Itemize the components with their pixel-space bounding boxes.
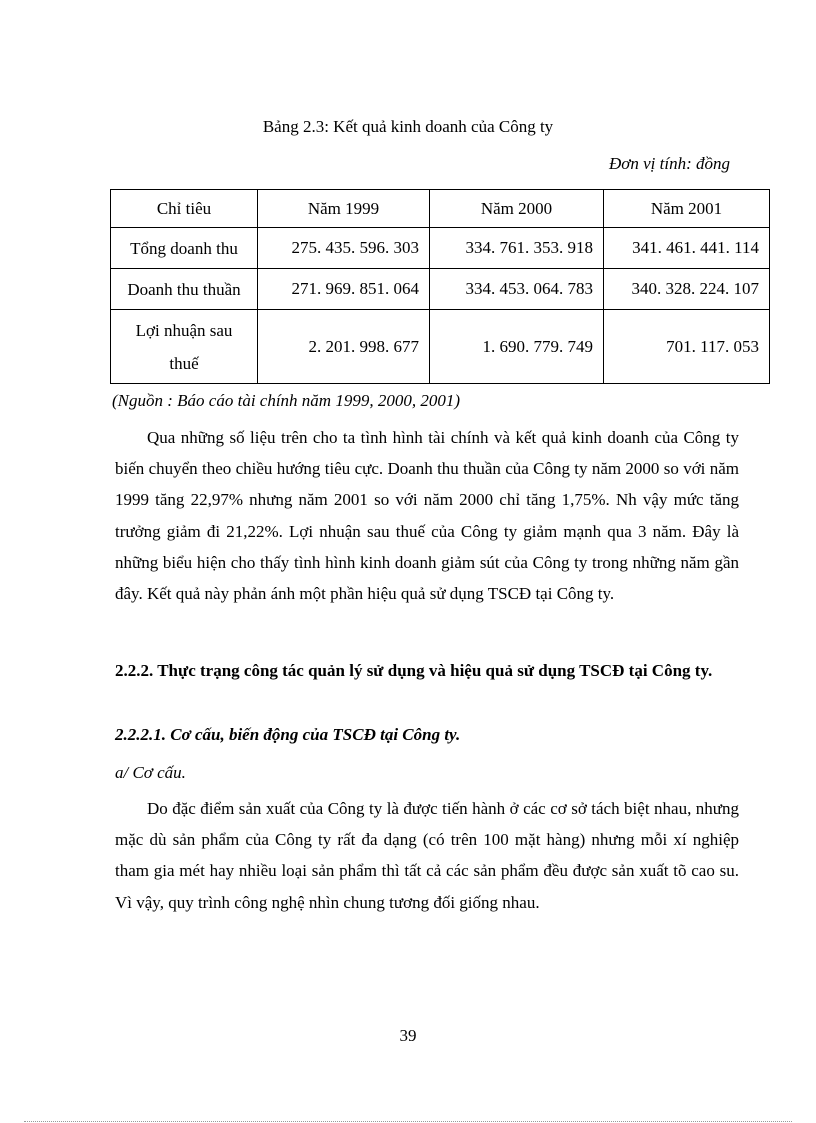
structure-paragraph: Do đặc điểm sản xuất của Công ty là được tiến hành ở các cơ sở tách biệt nhau, nhưng mặc dù sản phẩm của Công ty rất đa dạng (có trên 100 mặt hàng) nhưng mỗi xí nghiệp tham gia mét hay nhiều loại sản phẩm thì tất cả các sản phẩm đều được sản xuất tõ cao su. Vì vậy, quy trình công nghệ nhìn chung tương đối giống nhau.	[115, 799, 739, 912]
table-cell: 2. 201. 998. 677	[258, 310, 430, 384]
section-heading-2-2-2-1: 2.2.2.1. Cơ cấu, biến động của TSCĐ tại Công ty.	[115, 725, 461, 744]
column-header: Năm 1999	[258, 190, 430, 228]
page-number: 39	[399, 1026, 417, 1045]
table-row	[111, 310, 770, 384]
unit-note: Đơn vị tính: đồng	[609, 154, 730, 173]
table-source-note: (Nguồn : Báo cáo tài chính năm 1999, 2000, 2001)	[112, 391, 460, 410]
table-cell: 334. 761. 353. 918	[430, 228, 604, 269]
table-cell: 1. 690. 779. 749	[430, 310, 604, 384]
table-title: Bảng 2.3: Kết quả kinh doanh của Công ty	[262, 117, 554, 136]
column-header: Năm 2001	[604, 190, 770, 228]
row-label: Doanh thu thuần	[111, 269, 258, 310]
row-label: Tổng doanh thu	[111, 228, 258, 269]
column-header: Năm 2000	[430, 190, 604, 228]
page-bottom-rule	[24, 1121, 792, 1122]
row-label: Lợi nhuận sau thuế	[111, 310, 258, 384]
analysis-paragraph: Qua những số liệu trên cho ta tình hình tài chính và kết quả kinh doanh của Công ty biến chuyển theo chiều hướng tiêu cực. Doanh thu thuần của Công ty năm 2000 so với năm 1999 tăng 22,97% nhưng năm 2001 so với năm 2000 chỉ tăng 1,75%. Nh vậy mức tăng trưởng giảm đi 21,22%. Lợi nhuận sau thuế của Công ty giảm mạnh qua 3 năm. Đây là những biểu hiện cho thấy tình hình kinh doanh giảm sút của Công ty trong những năm gần đây. Kết quả này phản ánh một phần hiệu quả sử dụng TSCĐ tại Công ty.	[115, 428, 739, 604]
table-row	[111, 269, 770, 310]
table-cell: 340. 328. 224. 107	[604, 269, 770, 310]
table-cell: 701. 117. 053	[604, 310, 770, 384]
table-header-row	[111, 190, 770, 228]
table-cell: 275. 435. 596. 303	[258, 228, 430, 269]
table-cell: 341. 461. 441. 114	[604, 228, 770, 269]
section-heading-2-2-2: 2.2.2. Thực trạng công tác quản lý sử dụng và hiệu quả sử dụng TSCĐ tại Công ty.	[115, 661, 713, 680]
table-row	[111, 228, 770, 269]
table-cell: 334. 453. 064. 783	[430, 269, 604, 310]
business-results-table	[110, 189, 770, 384]
subheading-structure: a/ Cơ cấu.	[115, 763, 186, 782]
column-header: Chỉ tiêu	[111, 190, 258, 228]
table-cell: 271. 969. 851. 064	[258, 269, 430, 310]
